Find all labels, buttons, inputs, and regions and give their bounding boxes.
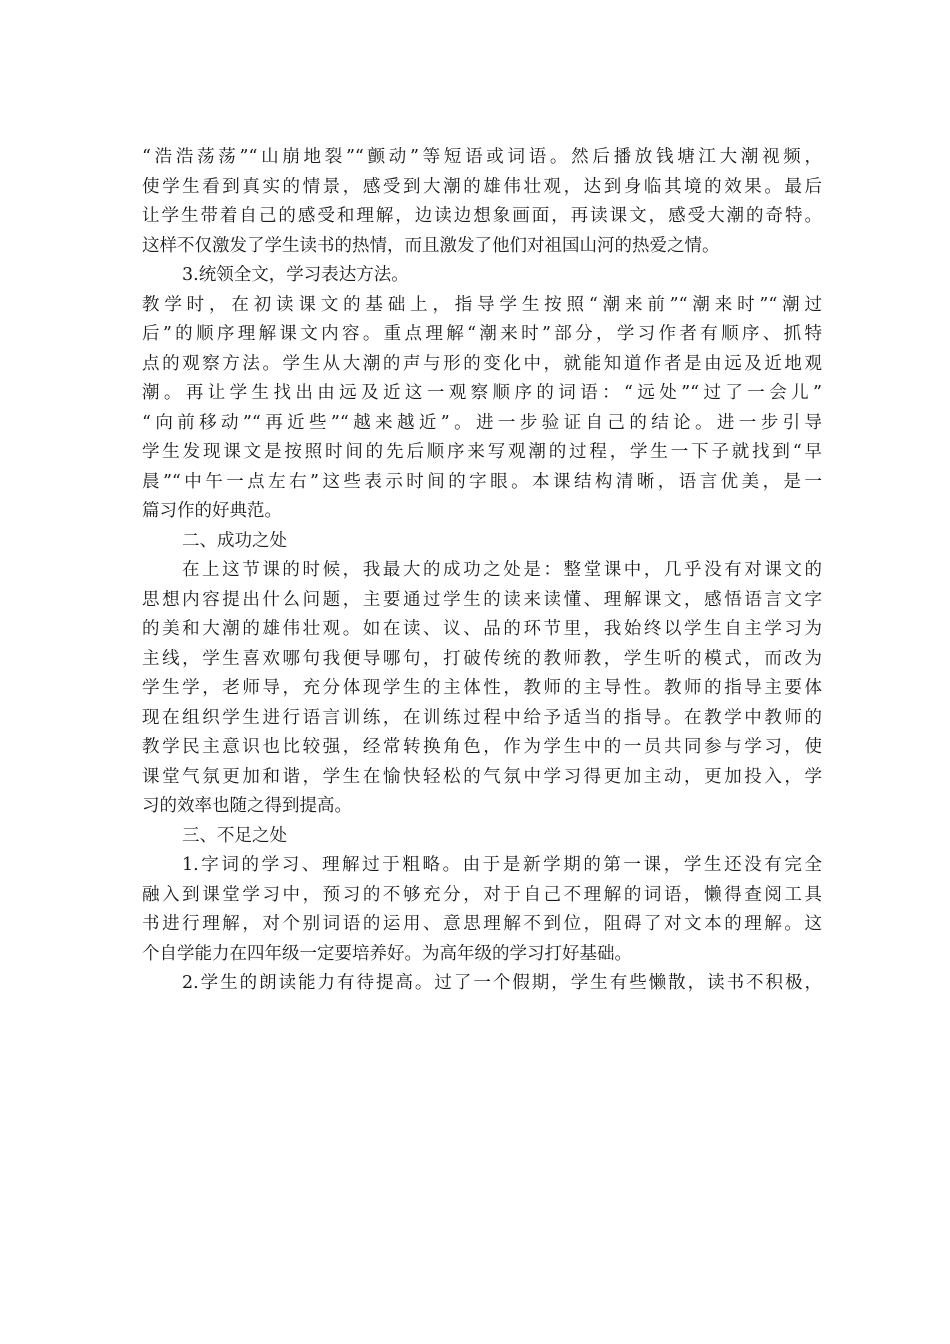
text-line: “浩浩荡荡”“山崩地裂”“颤动”等短语或词语。然后播放钱塘江大潮视频， bbox=[142, 147, 822, 167]
text-line: 使学生看到真实的情景，感受到大潮的雄伟壮观，达到身临其境的效果。最后 bbox=[142, 176, 822, 197]
text-line: 习的效率也随之得到提高。 bbox=[142, 796, 352, 816]
paragraph-shortcoming-reading bbox=[142, 969, 822, 999]
text-line: 晨”“中午一点左右”这些表示时间的字眼。本课结构清晰，语言优美，是一 bbox=[142, 471, 822, 492]
section-heading-shortcoming bbox=[142, 822, 822, 852]
paragraph-shortcoming-vocabulary bbox=[142, 851, 822, 969]
text-line: 在上这节课的时候，我最大的成功之处是：整堂课中，几乎没有对课文的 bbox=[182, 560, 822, 580]
text-line: 教学民主意识也比较强，经常转换角色，作为学生中的一员共同参与学习，使 bbox=[142, 737, 822, 757]
text-line: 1.字词的学习、理解过于粗略。由于是新学期的第一课，学生还没有完全 bbox=[182, 855, 822, 875]
text-line: 书进行理解，对个别词语的运用、意思理解不到位，阻碍了对文本的理解。这 bbox=[142, 914, 822, 934]
text-line: 学生学，老师导，充分体现学生的主体性，教师的主导性。教师的指导主要体 bbox=[142, 678, 822, 698]
paragraph-teaching-process bbox=[142, 291, 822, 527]
text-line: 2.学生的朗读能力有待提高。过了一个假期，学生有些懒散，读书不积极， bbox=[182, 973, 822, 993]
text-line: “向前移动”“再近些”“越来越近”。进一步验证自己的结论。进一步引导 bbox=[142, 412, 822, 433]
text-line: 主线，学生喜欢哪句我便导哪句，打破传统的教师教，学生听的模式，而改为 bbox=[142, 648, 822, 669]
text-line: 潮。再让学生找出由远及近这一观察顺序的词语：“远处”“过了一会儿” bbox=[142, 383, 822, 403]
subheading-text: 3.统领全文，学习表达方法。 bbox=[182, 265, 409, 285]
text-line: 让学生带着自己的感受和理解，边读边想象画面，再读课文，感受大潮的奇特。 bbox=[142, 206, 822, 226]
text-line: 个自学能力在四年级一定要培养好。为高年级的学习打好基础。 bbox=[142, 943, 632, 964]
section-heading-text: 三、不足之处 bbox=[182, 825, 287, 846]
text-line: 后”的顺序理解课文内容。重点理解“潮来时”部分，学习作者有顺序、抓特 bbox=[142, 324, 822, 344]
paragraph-intro-continuation bbox=[142, 143, 822, 261]
text-line: 课堂气氛更加和谐，学生在愉快轻松的气氛中学习得更加主动，更加投入，学 bbox=[142, 766, 822, 787]
subheading-express-method bbox=[142, 261, 822, 291]
section-heading-success bbox=[142, 527, 822, 557]
section-heading-text: 二、成功之处 bbox=[182, 530, 287, 551]
text-line: 融入到课堂学习中，预习的不够充分，对于自己不理解的词语，懒得查阅工具 bbox=[142, 884, 822, 905]
text-line: 点的观察方法。学生从大潮的声与形的变化中，就能知道作者是由远及近地观 bbox=[142, 353, 822, 374]
paragraph-success-detail bbox=[142, 556, 822, 822]
text-line: 这样不仅激发了学生读书的热情，而且激发了他们对祖国山河的热爱之情。 bbox=[142, 235, 720, 256]
text-line: 教学时，在初读课文的基础上，指导学生按照“潮来前”“潮来时”“潮过 bbox=[142, 294, 822, 315]
text-line: 思想内容提出什么问题，主要通过学生的读来读懂、理解课文，感悟语言文字 bbox=[142, 589, 822, 610]
text-line: 现在组织学生进行语言训练，在训练过程中给予适当的指导。在教学中教师的 bbox=[142, 707, 822, 728]
text-line: 篇习作的好典范。 bbox=[142, 501, 282, 521]
text-line: 学生发现课文是按照时间的先后顺序来写观潮的过程，学生一下子就找到“早 bbox=[142, 442, 822, 462]
document-body bbox=[142, 143, 822, 999]
text-line: 的美和大潮的雄伟壮观。如在读、议、品的环节里，我始终以学生自主学习为 bbox=[142, 619, 822, 639]
